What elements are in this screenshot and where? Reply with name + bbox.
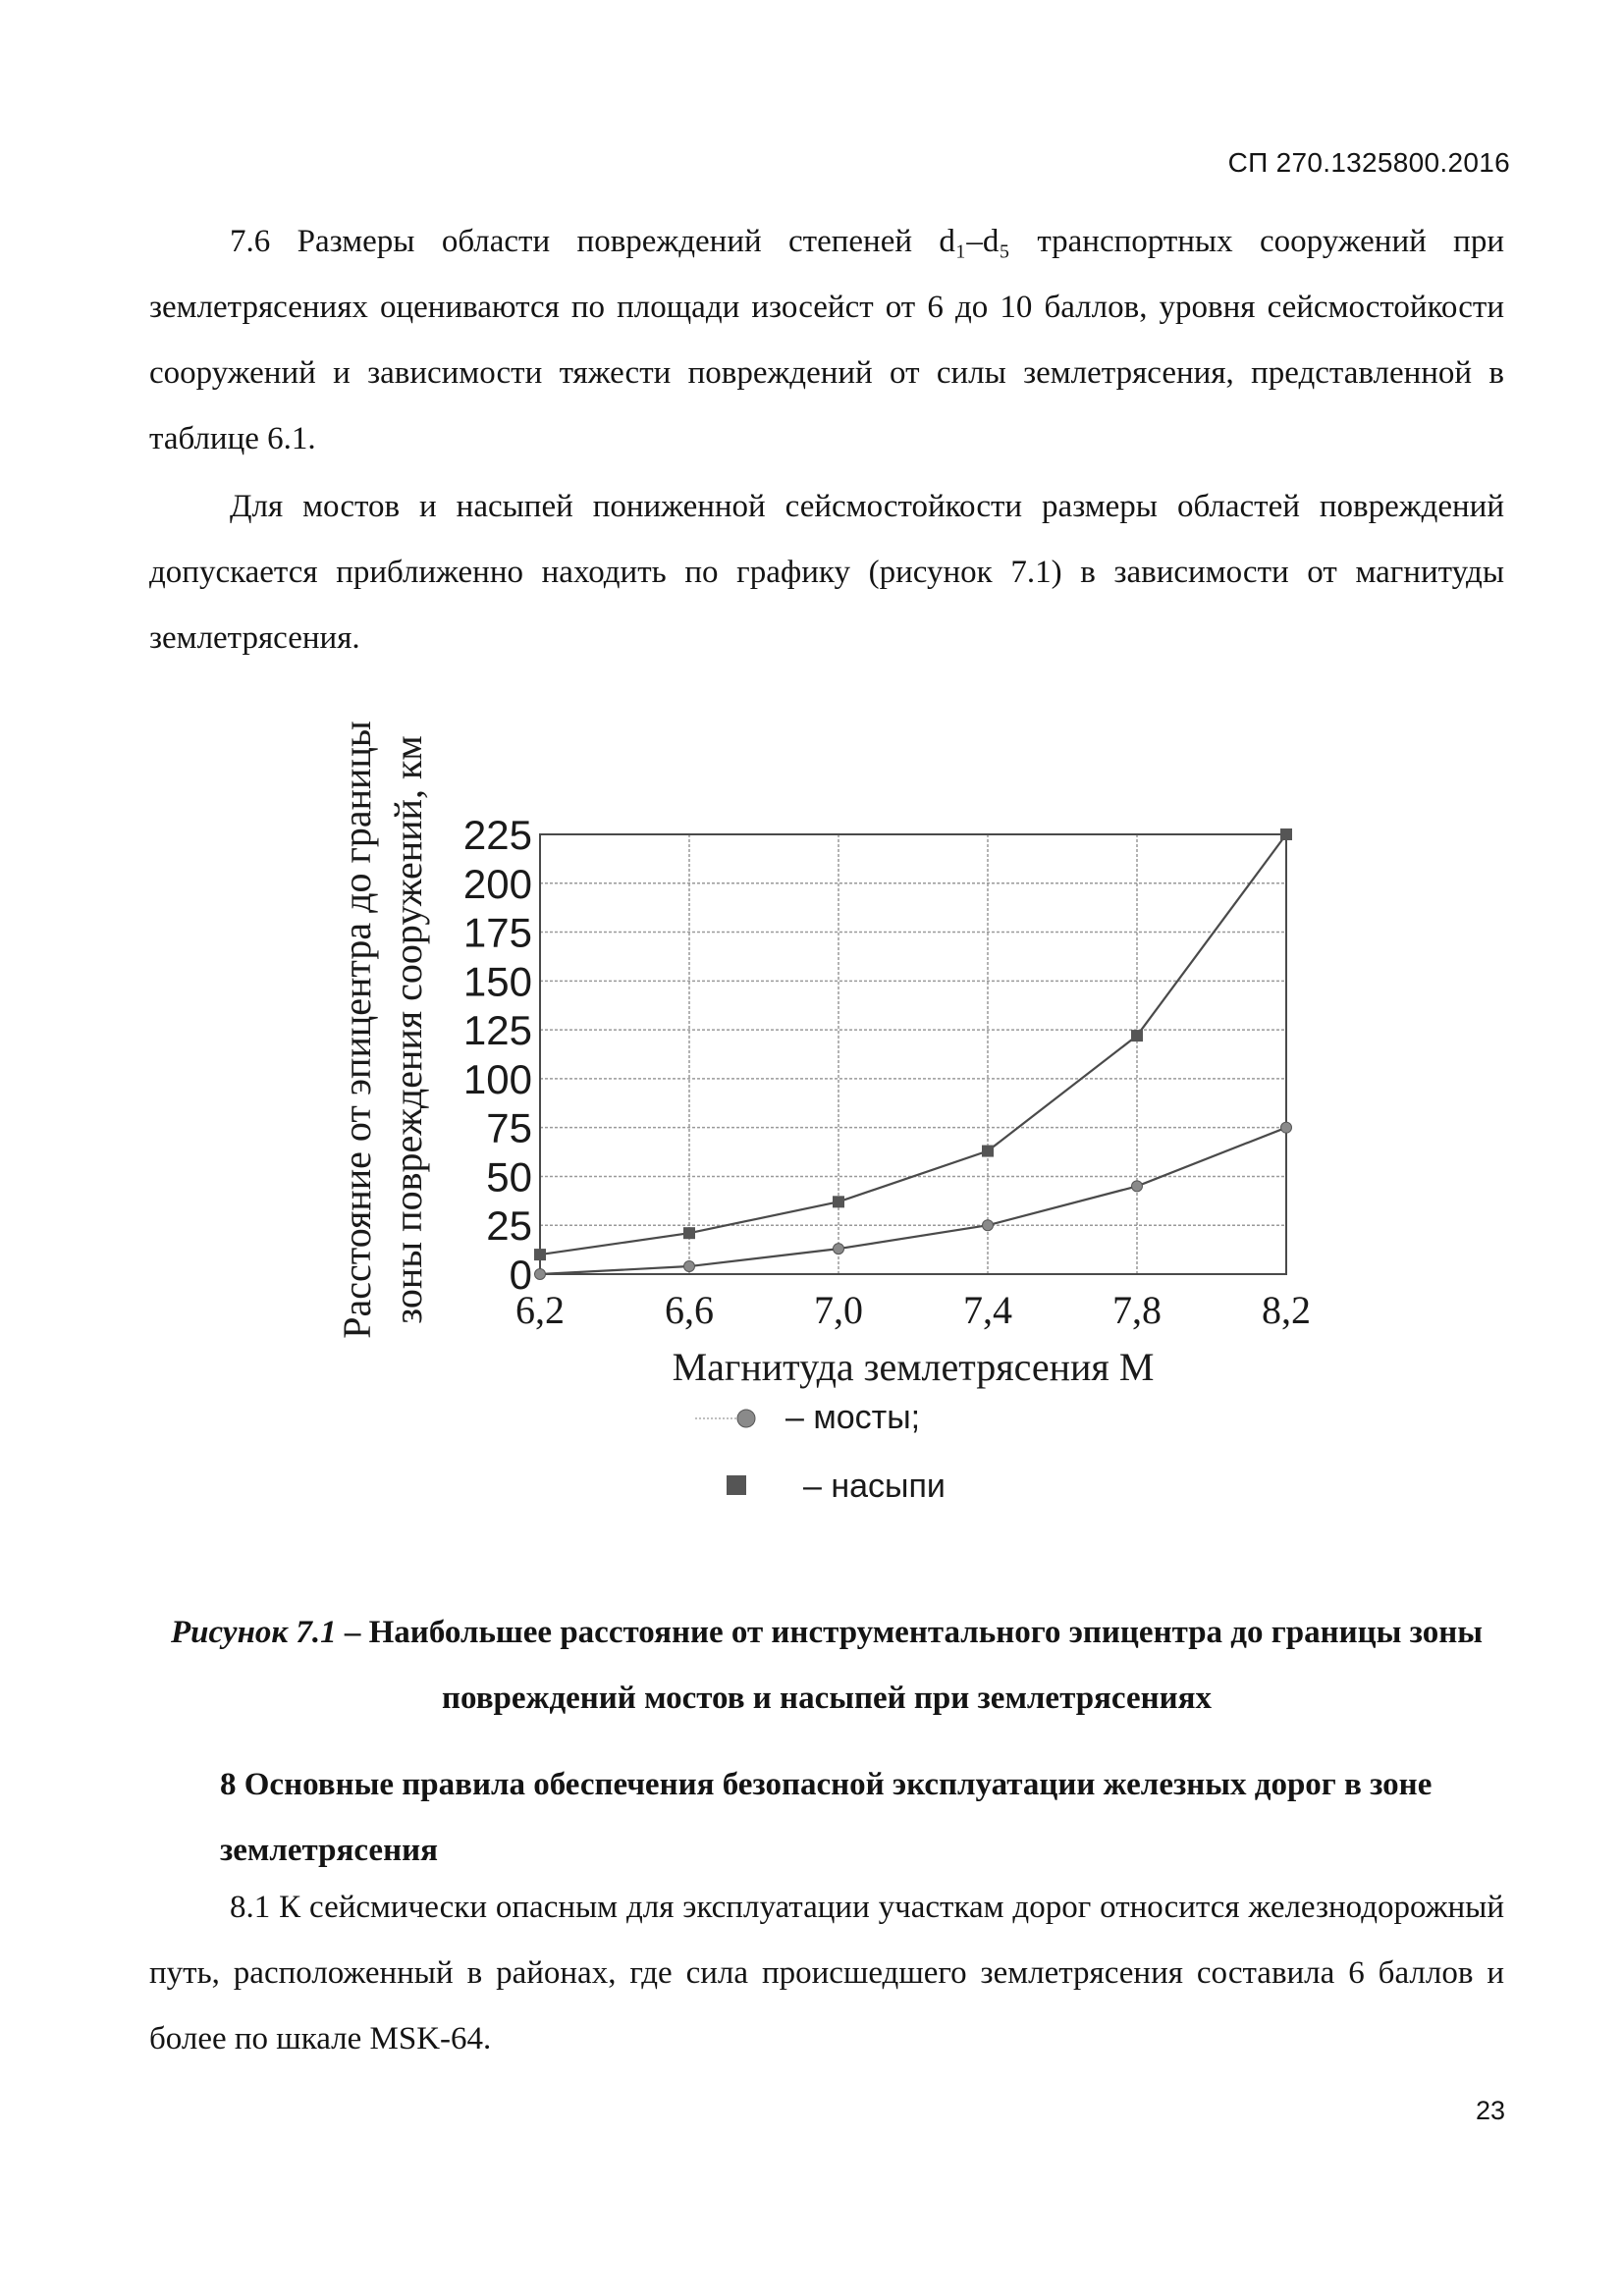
paragraph-7-6: 7.6 Размеры области повреждений степеней d₁–d₅ транспортных сооружений при землетрясениях оцениваются по площади изосейст от 6 до 10 баллов, уровня сейсмостойкости сооружений и зависимости тяжести повреждений от силы землетрясения, представленной в таблице 6.1.	[149, 224, 1504, 456]
data-point-embankments	[1280, 828, 1292, 840]
data-point-embankments	[683, 1227, 695, 1239]
paragraph-8-1: 8.1 К сейсмически опасным для эксплуатации участкам дорог относится железнодорожный путь, расположенный в районах, где сила происшедшего землетрясения составила 6 баллов и более по шкале MSK-64.	[149, 1890, 1504, 2056]
data-point-bridges	[684, 1261, 695, 1272]
y-tick-label: 75	[486, 1104, 532, 1151]
x-tick-label: 7,0	[814, 1288, 863, 1332]
document-code: СП 270.1325800.2016	[1227, 147, 1510, 178]
data-point-bridges	[535, 1269, 546, 1280]
figure-caption-text: – Наибольшее расстояние от инструментального эпицентра до границы зоны повреждений мостов и насыпей при землетрясениях	[336, 1615, 1483, 1716]
y-axis-title-line1: Расстояние от эпицентра до границы	[335, 721, 379, 1339]
y-tick-label: 150	[462, 958, 532, 1005]
legend-label-embankments: – насыпи	[803, 1468, 946, 1505]
figure-7-1-chart	[324, 677, 1325, 1512]
legend-marker-bridges	[737, 1410, 755, 1427]
x-axis-title: Магнитуда землетрясения М	[672, 1345, 1155, 1389]
data-point-embankments	[534, 1249, 546, 1260]
series-line-embankments	[540, 834, 1286, 1255]
y-tick-label: 200	[462, 860, 532, 907]
chart-svg	[324, 677, 1325, 1512]
legend-label-bridges: – мосты;	[785, 1399, 921, 1436]
data-point-embankments	[833, 1196, 844, 1207]
page-number: 23	[1475, 2096, 1505, 2125]
y-tick-label: 50	[486, 1153, 532, 1201]
x-tick-label: 6,2	[515, 1288, 565, 1332]
paragraph-bridges-embankments: Для мостов и насыпей пониженной сейсмостойкости размеры областей повреждений допускается приближенно находить по графику (рисунок 7.1) в зависимости от магнитуды землетрясения.	[149, 489, 1504, 656]
x-tick-label: 7,8	[1112, 1288, 1162, 1332]
section-8-heading: 8 Основные правила обеспечения безопасной эксплуатации железных дорог в зоне землетрясения	[220, 1767, 1433, 1868]
y-tick-label: 0	[509, 1252, 532, 1298]
x-tick-label: 6,6	[665, 1288, 714, 1332]
y-tick-label: 125	[462, 1007, 532, 1054]
figure-caption-label: Рисунок 7.1	[171, 1615, 337, 1650]
y-tick-label: 175	[462, 909, 532, 956]
data-point-bridges	[983, 1220, 994, 1231]
y-tick-label: 100	[462, 1055, 532, 1102]
data-point-bridges	[1281, 1122, 1292, 1133]
data-point-embankments	[982, 1146, 994, 1157]
x-tick-label: 8,2	[1262, 1288, 1311, 1332]
plot-frame	[540, 834, 1286, 1274]
data-point-bridges	[1132, 1181, 1143, 1192]
figure-caption	[149, 1600, 1504, 1732]
y-axis-title-line2: зоны повреждения сооружений, км	[386, 735, 430, 1324]
series-line-bridges	[540, 1128, 1286, 1274]
y-tick-label: 225	[462, 812, 532, 858]
data-point-bridges	[834, 1244, 844, 1255]
y-tick-label: 25	[486, 1202, 532, 1250]
legend-marker-embankments	[727, 1475, 746, 1495]
x-tick-label: 7,4	[963, 1288, 1012, 1332]
data-point-embankments	[1131, 1030, 1143, 1041]
